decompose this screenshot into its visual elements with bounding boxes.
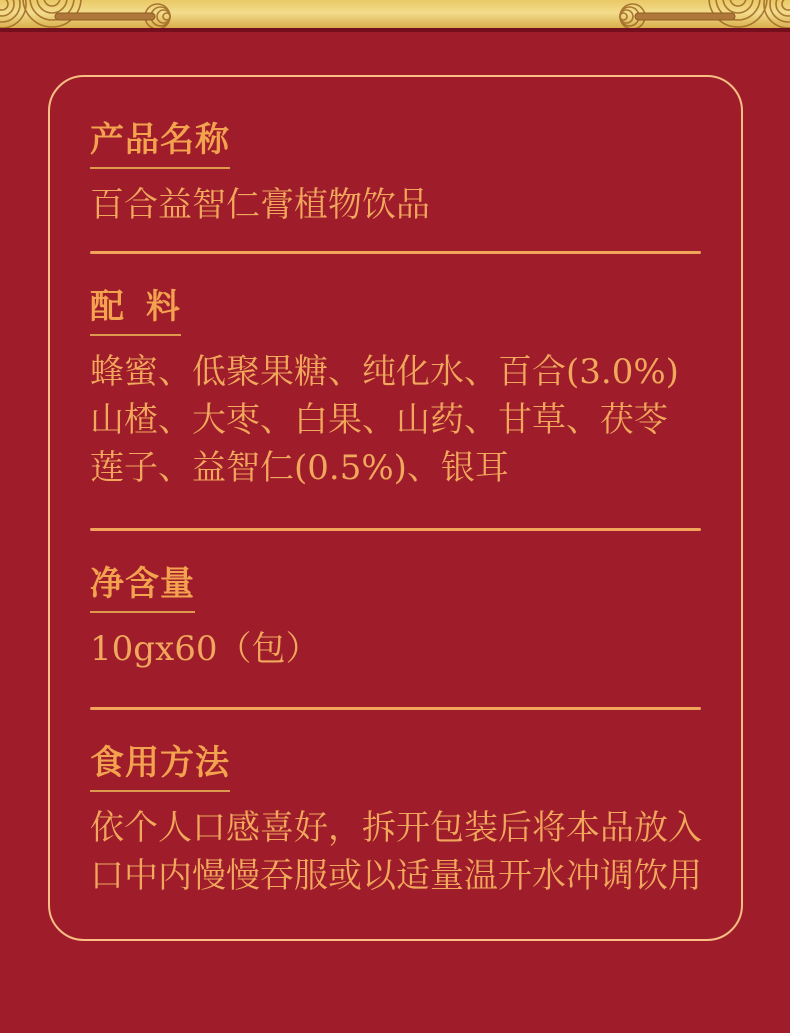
product-name-value: 百合益智仁膏植物饮品	[90, 185, 430, 225]
net-content-heading: 净含量	[90, 567, 195, 613]
usage-line: 依个人口感喜好，拆开包装后将本品放入	[90, 808, 702, 848]
ingredients-line: 蜂蜜、低聚果糖、纯化水、百合(3.0%)	[90, 352, 679, 392]
section-product-name	[90, 123, 701, 229]
product-info-card	[48, 75, 743, 941]
divider	[90, 528, 701, 531]
ingredients-heading: 配 料	[90, 290, 181, 336]
cloud-scroll-pattern-icon	[0, 0, 790, 28]
product-name-heading: 产品名称	[90, 123, 230, 169]
net-content-value: 10gx60（包）	[90, 629, 320, 669]
usage-heading: 食用方法	[90, 746, 230, 792]
band-shadow-strip	[0, 28, 790, 32]
section-ingredients	[90, 290, 701, 492]
usage-line: 口中内慢慢吞服或以适量温开水冲调饮用	[90, 856, 702, 896]
decorative-gold-band	[0, 0, 790, 28]
section-net-content	[90, 567, 701, 673]
section-usage	[90, 746, 701, 900]
ingredients-line: 莲子、益智仁(0.5%)、银耳	[90, 448, 509, 488]
divider	[90, 251, 701, 254]
divider	[90, 707, 701, 710]
ingredients-line: 山楂、大枣、白果、山药、甘草、茯苓	[90, 400, 668, 440]
